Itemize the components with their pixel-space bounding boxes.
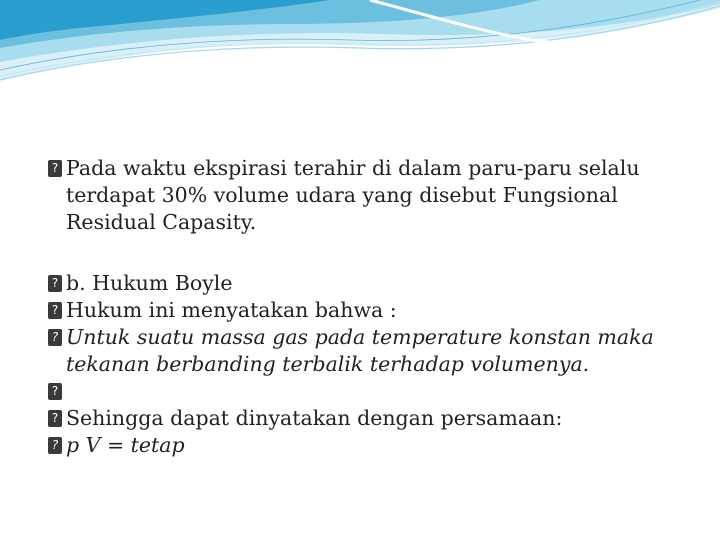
- bullet-icon: ?: [48, 329, 62, 346]
- bullet-icon: ?: [48, 160, 62, 177]
- bullet-icon: ?: [48, 437, 62, 454]
- paragraph-text: Hukum ini menyatakan bahwa :: [66, 298, 397, 322]
- paragraph-text: p V = tetap: [66, 433, 185, 457]
- paragraph-empty: [48, 378, 688, 405]
- paragraph-boyle-heading: [48, 270, 688, 297]
- paragraph-equation: [48, 432, 688, 459]
- paragraph-text: Untuk suatu massa gas pada temperature konstan maka tekanan berbanding terbalik terhadap volumenya.: [66, 325, 654, 376]
- paragraph-text: Sehingga dapat dinyatakan dengan persamaan:: [66, 406, 563, 430]
- header-wave-decoration: [0, 0, 720, 95]
- paragraph-text: Pada waktu ekspirasi terahir di dalam paru-paru selalu terdapat 30% volume udara yang disebut Fungsional Residual Capasity.: [66, 156, 640, 234]
- paragraph-frc-definition: [48, 155, 688, 236]
- bullet-icon: ?: [48, 383, 62, 400]
- bullet-icon: ?: [48, 275, 62, 292]
- bullet-icon: ?: [48, 410, 62, 427]
- paragraph-text: b. Hukum Boyle: [66, 271, 233, 295]
- spacer: [48, 236, 688, 270]
- paragraph-equation-intro: [48, 405, 688, 432]
- paragraph-text: [66, 379, 73, 403]
- bullet-icon: ?: [48, 302, 62, 319]
- paragraph-law-statement: [48, 324, 688, 378]
- slide-body: [48, 155, 688, 459]
- paragraph-law-intro: [48, 297, 688, 324]
